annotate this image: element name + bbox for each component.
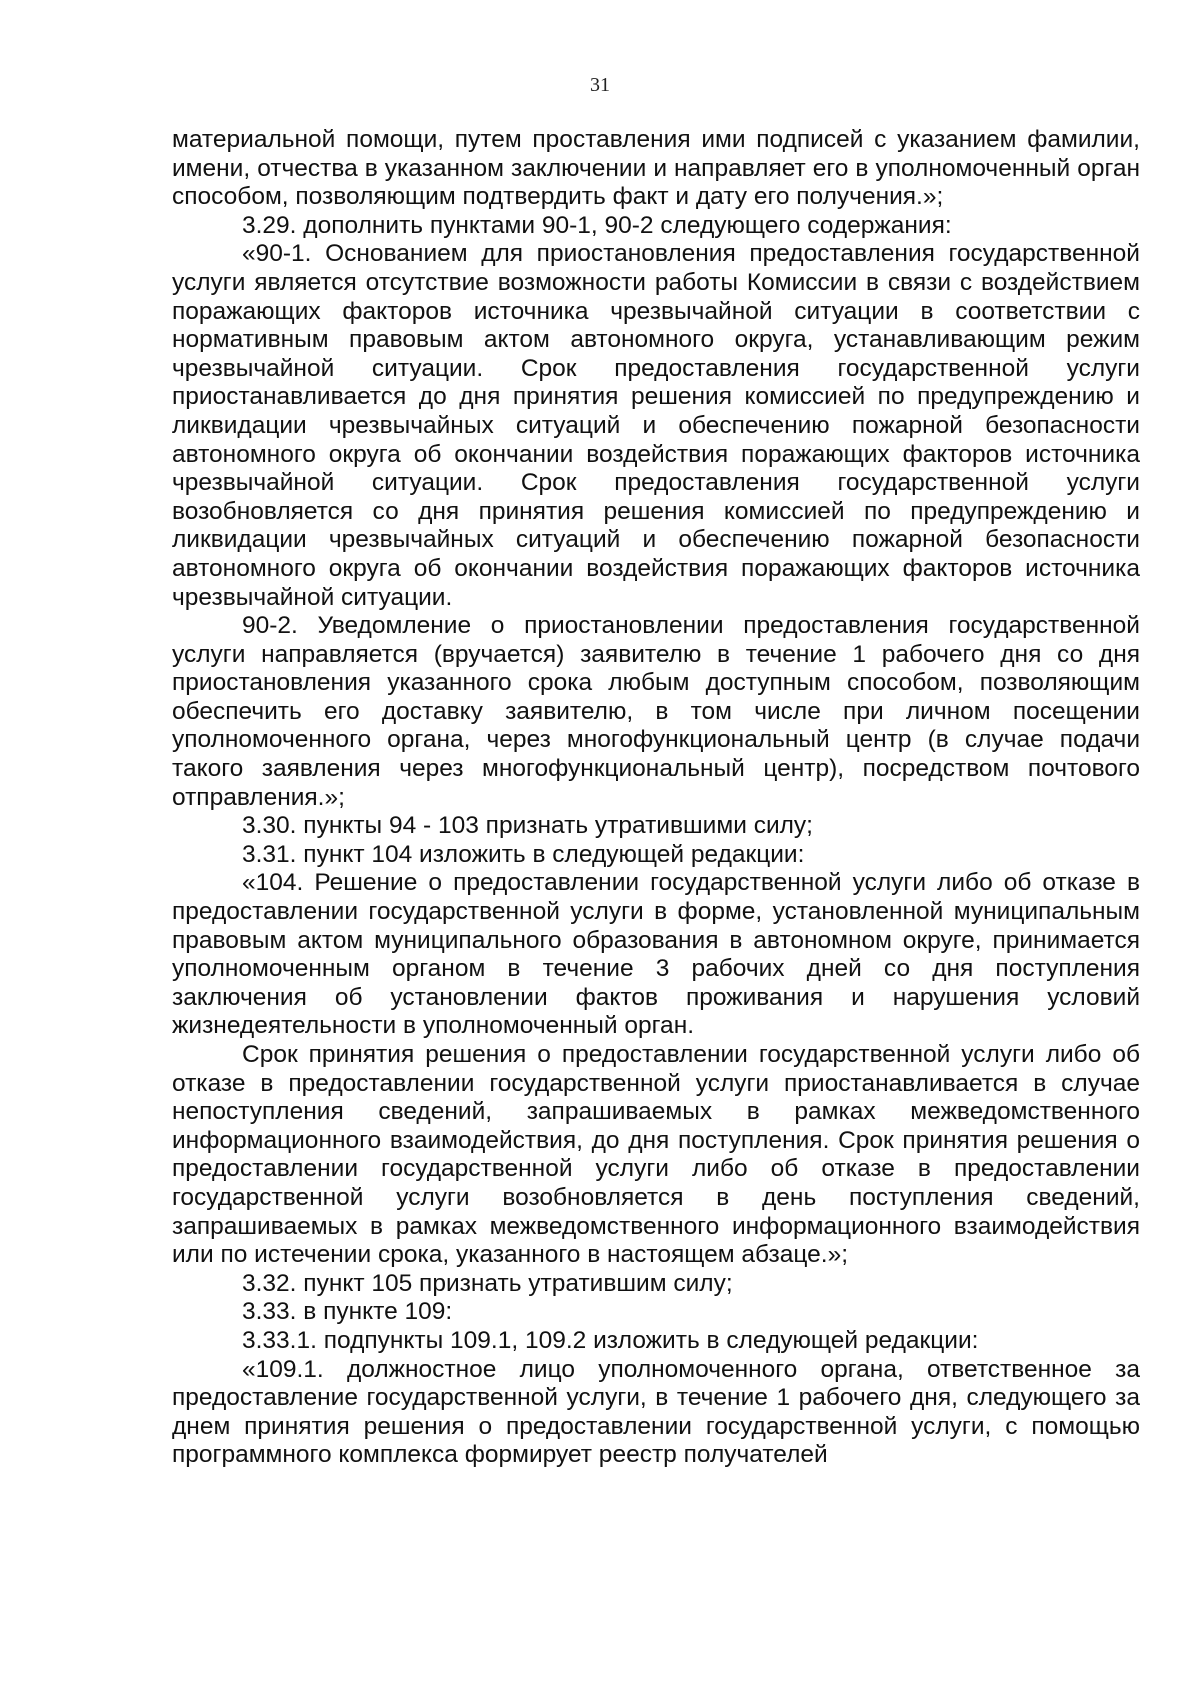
paragraph-104: «104. Решение о предоставлении государственной услуги либо об отказе в предоставлении государственной услуги в форме, установленной муниципальным правовым актом муниципального образования в автономном округе, принимается уполномоченным органом в течение 3 рабочих дней со дня поступления заключения об установлении фактов проживания и нарушения условий жизнедеятельности в уполномоченный орган.	[172, 869, 1140, 1040]
paragraph-3-33-1: 3.33.1. подпункты 109.1, 109.2 изложить в следующей редакции:	[242, 1326, 979, 1354]
paragraph-3-32: 3.32. пункт 105 признать утратившим силу;	[242, 1269, 733, 1297]
paragraph-109-1: «109.1. должностное лицо уполномоченного органа, ответственное за предоставление государственной услуги, в течение 1 рабочего дня, следующего за днем принятия решения о предоставлении государственной услуги, с помощью программного комплекса формирует реестр получателей	[172, 1355, 1140, 1469]
document-body	[172, 126, 1140, 1470]
paragraph-continuation: материальной помощи, путем проставления ими подписей с указанием фамилии, имени, отчества в указанном заключении и направляет его в уполномоченный орган способом, позволяющим подтвердить факт и дату его получения.»;	[172, 126, 1140, 211]
paragraph-3-29: 3.29. дополнить пунктами 90-1, 90-2 следующего содержания:	[242, 211, 952, 239]
paragraph-3-33: 3.33. в пункте 109:	[242, 1298, 453, 1326]
page-number: 31	[590, 74, 610, 96]
paragraph-90-1: «90-1. Основанием для приостановления предоставления государственной услуги является отсутствие возможности работы Комиссии в связи с воздействием поражающих факторов источника чрезвычайной ситуации в соответствии с нормативным правовым актом автономного округа, устанавливающим режим чрезвычайной ситуации. Срок предоставления государственной услуги приостанавливается до дня принятия решения комиссией по предупреждению и ликвидации чрезвычайных ситуаций и обеспечению пожарной безопасности автономного округа об окончании воздействия поражающих факторов источника чрезвычайной ситуации. Срок предоставления государственной услуги возобновляется со дня принятия решения комиссией по предупреждению и ликвидации чрезвычайных ситуаций и обеспечению пожарной безопасности автономного округа об окончании воздействия поражающих факторов источника чрезвычайной ситуации.	[172, 240, 1140, 611]
paragraph-decision-term: Срок принятия решения о предоставлении государственной услуги либо об отказе в предоставлении государственной услуги приостанавливается в случае непоступления сведений, запрашиваемых в рамках межведомственного информационного взаимодействия, до дня поступления. Срок принятия решения о предоставлении государственной услуги либо об отказе в предоставлении государственной услуги возобновляется в день поступления сведений, запрашиваемых в рамках межведомственного информационного взаимодействия или по истечении срока, указанного в настоящем абзаце.»;	[172, 1041, 1140, 1269]
paragraph-3-31: 3.31. пункт 104 изложить в следующей редакции:	[242, 840, 805, 868]
paragraph-3-30: 3.30. пункты 94 - 103 признать утратившими силу;	[242, 812, 813, 840]
paragraph-90-2: 90-2. Уведомление о приостановлении предоставления государственной услуги направляется (вручается) заявителю в течение 1 рабочего дня со дня приостановления указанного срока любым доступным способом, позволяющим обеспечить его доставку заявителю, в том числе при личном посещении уполномоченного органа, через многофункциональный центр (в случае подачи такого заявления через многофункциональный центр), посредством почтового отправления.»;	[172, 612, 1140, 811]
